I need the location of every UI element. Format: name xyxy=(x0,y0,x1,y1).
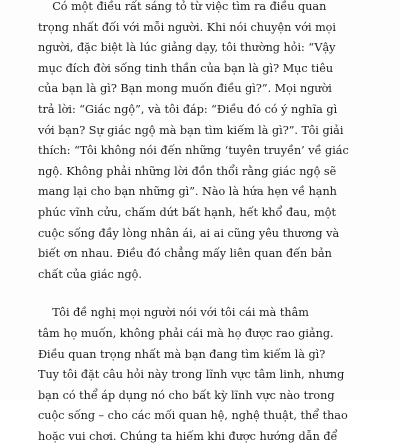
paragraph-gap xyxy=(38,285,372,303)
text-line: Tôi đề nghị mọi người nói với tôi cái mà thâm xyxy=(38,306,309,320)
text-line: trọng nhất đối với mỗi người. Khi nói chuyện với mọi xyxy=(38,20,336,34)
text-line: với bạn? Sự giác ngộ mà bạn tìm kiếm là gì?”. Tôi giải xyxy=(38,123,344,137)
text-line: hoặc vui chơi. Chúng ta hiếm khi được hướng dẫn để xyxy=(38,429,338,443)
text-line: trả lời: “Giác ngộ”, và tôi đáp: “Điều đó có ý nghĩa gì xyxy=(38,102,338,116)
body-text xyxy=(38,0,372,447)
text-line: biết ơn nhau. Điều đó chẳng mấy liên quan đến bản xyxy=(38,247,332,261)
text-line: mục đích đời sống tinh thần của bạn là gì? Mục tiêu xyxy=(38,61,334,75)
text-line: mang lại cho bạn những gì”. Nào là hứa hẹn về hạnh xyxy=(38,185,337,199)
text-line: Có một điều rất sáng tỏ từ việc tìm ra điều quan xyxy=(38,0,327,13)
text-line: ngộ. Không phải những lời đồn thổi rằng giác ngộ sẽ xyxy=(38,164,337,178)
text-line: thích: “Tôi không nói đến những ‘tuyên truyền’ về giác xyxy=(38,144,349,158)
text-line: của bạn là gì? Bạn mong muốn điều gì?”. Mọi người xyxy=(38,82,332,96)
paragraph-2 xyxy=(38,303,372,447)
text-line: tâm họ muốn, không phải cái mà họ được rao giảng. xyxy=(38,326,334,340)
text-line: Điều quan trọng nhất mà bạn đang tìm kiếm là gì? xyxy=(38,347,326,361)
text-line: Tuy tôi đặt câu hỏi này trong lĩnh vực tâm linh, nhưng xyxy=(38,368,345,382)
text-line: cuộc sống – cho các mối quan hệ, nghệ thuật, thể thao xyxy=(38,409,348,423)
text-line: người, đặc biệt là lúc giảng dạy, tôi thường hỏi: “Vậy xyxy=(38,41,336,55)
text-line: bạn có thể áp dụng nó cho bất kỳ lĩnh vực nào trong xyxy=(38,388,335,402)
text-line: phúc vĩnh cửu, chấm dứt bất hạnh, hết khổ đau, một xyxy=(38,205,336,219)
text-line: cuộc sống đầy lòng nhân ái, ai ai cũng yêu thương và xyxy=(38,226,340,240)
text-line: chất của giác ngộ. xyxy=(38,267,142,281)
paragraph-1 xyxy=(38,0,372,285)
